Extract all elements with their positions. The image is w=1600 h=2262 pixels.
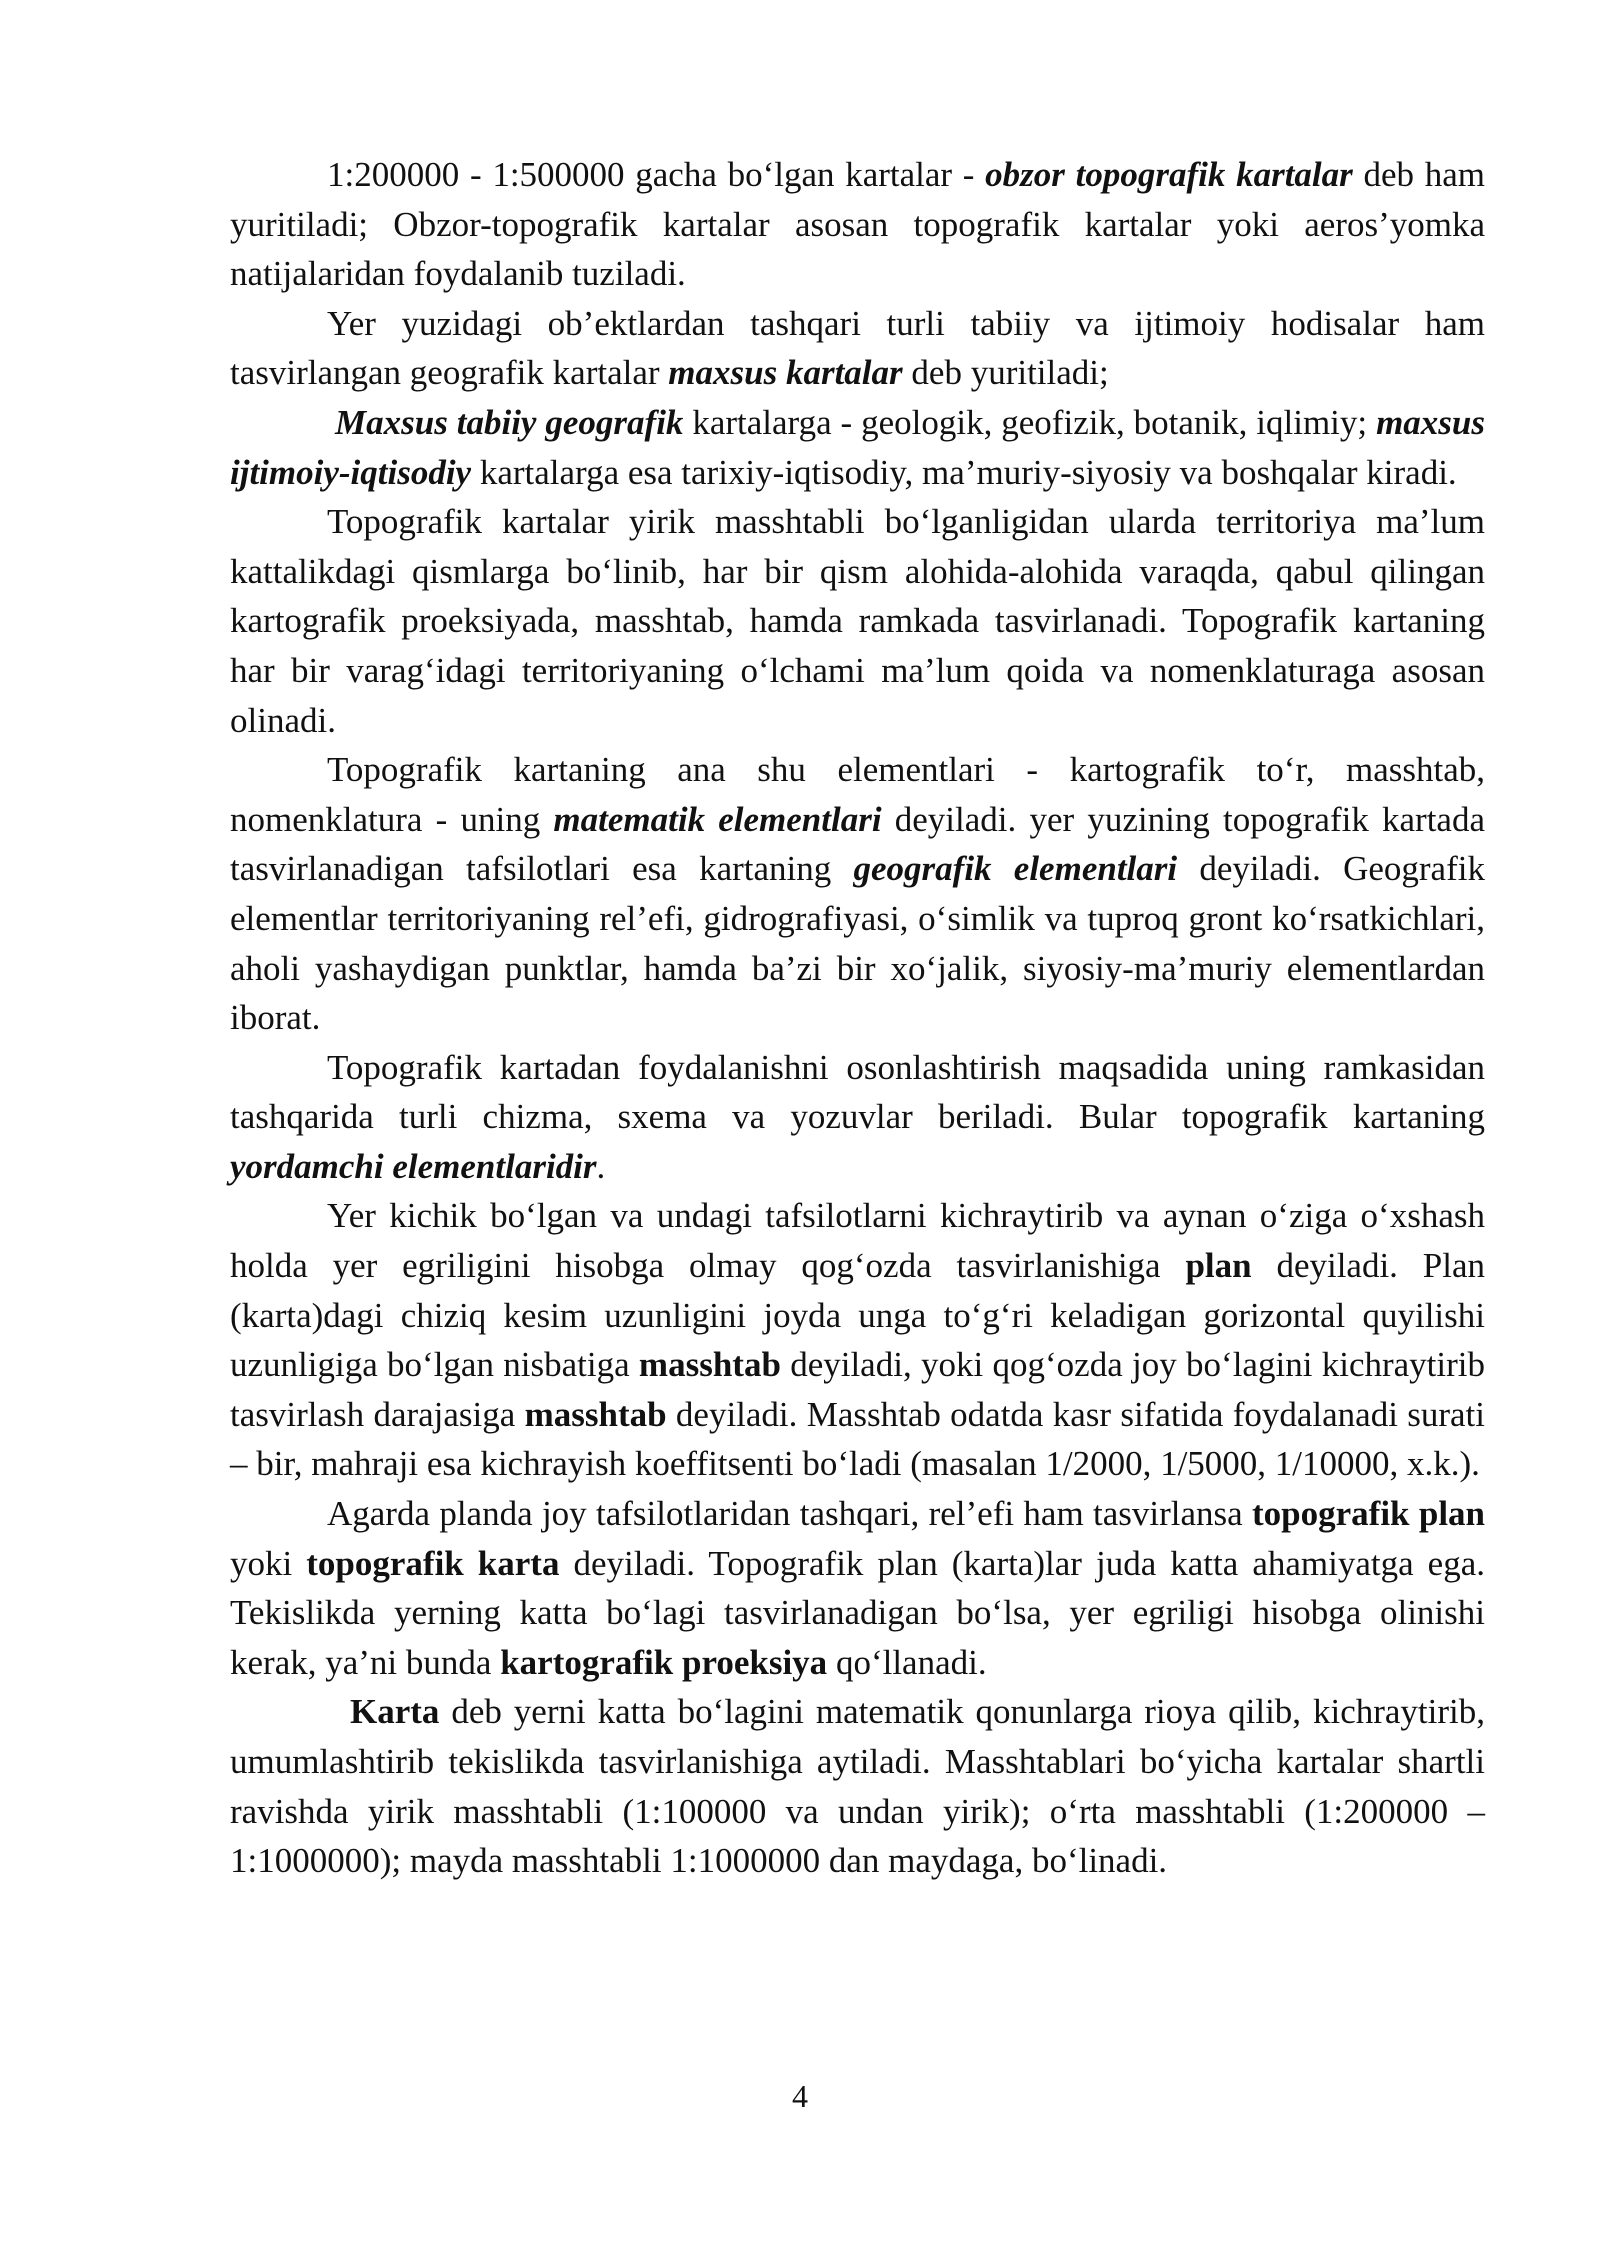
emphasis-term: maxsus ijtimoiy-iqtisodiy	[230, 402, 1485, 492]
emphasis-term: matematik elementlari	[553, 799, 882, 839]
paragraph-4	[230, 497, 1485, 745]
text-run: qo‘llanadi.	[827, 1642, 987, 1682]
paragraph-3	[230, 398, 1485, 497]
text-run: Yer yuzidagi ob’ektlardan tashqari turli tabiiy va ijtimoiy hodisalar ham tasvirlangan geografik kartalar	[230, 303, 1485, 393]
text-run: deyiladi. Topografik plan (karta)lar juda katta ahamiyatga ega. Tekislikda yerning katta bo‘lagi tasvirlanadigan bo‘lsa, yer egriligi hisobga olinishi kerak, ya’ni bunda	[230, 1543, 1485, 1682]
paragraph-2	[230, 299, 1485, 398]
emphasis-term: maxsus kartalar	[668, 353, 903, 393]
text-run: deb ham yuritiladi; Obzor-topografik kartalar asosan topografik kartalar yoki aeros’yomka natijalaridan foydalanib tuziladi.	[230, 155, 1485, 294]
text-run: deyiladi. yer yuzining topografik kartada tasvirlanadigan tafsilotlari esa kartaning	[230, 799, 1486, 889]
text-run: deb yuritiladi;	[902, 353, 1109, 393]
body-text	[230, 150, 1485, 1886]
text-run: deb yerni katta bo‘lagini matematik qonunlarga rioya qilib, kichraytirib, umumlashtirib tekislikda tasvirlanishiga aytiladi. Masshtablari bo‘yicha kartalar shartli ravishda yirik masshtabli (1:100000 va undan yirik); o‘rta masshtabli (1:200000 – 1:1000000); mayda masshtabli 1:1000000 dan maydaga, bo‘linadi.	[230, 1692, 1485, 1881]
text-run: deyiladi, yoki qog‘ozda joy bo‘lagini kichraytirib tasvirlash darajasiga	[230, 1345, 1485, 1434]
paragraph-9	[230, 1687, 1485, 1885]
text-run: deyiladi. Plan (karta)dagi chiziq kesim uzunligini joyda unga to‘g‘ri keladigan gorizontal quyilishi uzunligiga bo‘lgan nisbatiga	[230, 1246, 1486, 1385]
paragraph-6	[230, 1043, 1485, 1192]
bold-term: plan	[1185, 1246, 1252, 1286]
paragraph-1	[230, 150, 1485, 299]
bold-term: masshtab	[524, 1394, 667, 1434]
text-run: kartalarga - geologik, geofizik, botanik, iqlimiy;	[683, 402, 1377, 442]
paragraph-8	[230, 1489, 1485, 1687]
emphasis-term: Maxsus tabiiy geografik	[335, 402, 684, 442]
text-run: Topografik kartadan foydalanishni osonlashtirish maqsadida uning ramkasidan tashqarida turli chizma, sxema va yozuvlar beriladi. Bular topografik kartaning	[230, 1047, 1485, 1137]
text-run: yoki	[230, 1543, 307, 1583]
text-run: Topografik kartaning ana shu elementlari - kartografik to‘r, masshtab, nomenklatura - uning	[230, 750, 1485, 839]
text-run: deyiladi. Masshtab odatda kasr sifatida foydalanadi surati – bir, mahraji esa kichrayish koeffitsenti bo‘ladi (masalan 1/2000, 1/5000, 1/10000, x.k.).	[230, 1394, 1485, 1484]
text-run: deyiladi. Geografik elementlar territoriyaning rel’efi, gidrografiyasi, o‘simlik va tuproq gront ko‘rsatkichlari, aholi yashaydigan punktlar, hamda ba’zi bir xo‘jalik, siyosiy-ma’muriy elementlardan iborat.	[230, 849, 1485, 1038]
bold-term: Karta	[350, 1692, 440, 1732]
text-run: kartalarga esa tarixiy-iqtisodiy, ma’muriy-siyosiy va boshqalar kiradi.	[471, 452, 1457, 492]
emphasis-term: yordamchi elementlaridir	[230, 1146, 597, 1186]
emphasis-term: obzor topografik kartalar	[985, 155, 1353, 194]
bold-term: masshtab	[638, 1345, 781, 1385]
page-number: 4	[792, 2078, 808, 2114]
emphasis-term: geografik elementlari	[853, 849, 1178, 889]
paragraph-7	[230, 1191, 1485, 1489]
paragraph-5	[230, 745, 1485, 1043]
text-run: 1:200000 - 1:500000 gacha bo‘lgan kartalar -	[327, 155, 986, 194]
text-run: Agarda planda joy tafsilotlaridan tashqari, rel’efi ham tasvirlansa	[327, 1494, 1253, 1534]
bold-term: topografik plan	[1252, 1494, 1486, 1534]
bold-term: kartografik proeksiya	[500, 1642, 828, 1682]
text-run: .	[596, 1146, 606, 1186]
text-run: Yer kichik bo‘lgan va undagi tafsilotlarni kichraytirib va aynan o‘ziga o‘xshash holda yer egriligini hisobga olmay qog‘ozda tasvirlanishiga	[230, 1196, 1485, 1286]
text-run: Topografik kartalar yirik masshtabli bo‘lganligidan ularda territoriya ma’lum kattalikdagi qismlarga bo‘linib, har bir qism alohida-alohida varaqda, qabul qilingan kartografik proeksiyada, masshtab, hamda ramkada tasvirlanadi. Topografik kartaning har bir varag‘idagi territoriyaning o‘lchami ma’lum qoida va nomenklaturaga asosan olinadi.	[230, 502, 1485, 740]
bold-term: topografik karta	[306, 1543, 560, 1583]
